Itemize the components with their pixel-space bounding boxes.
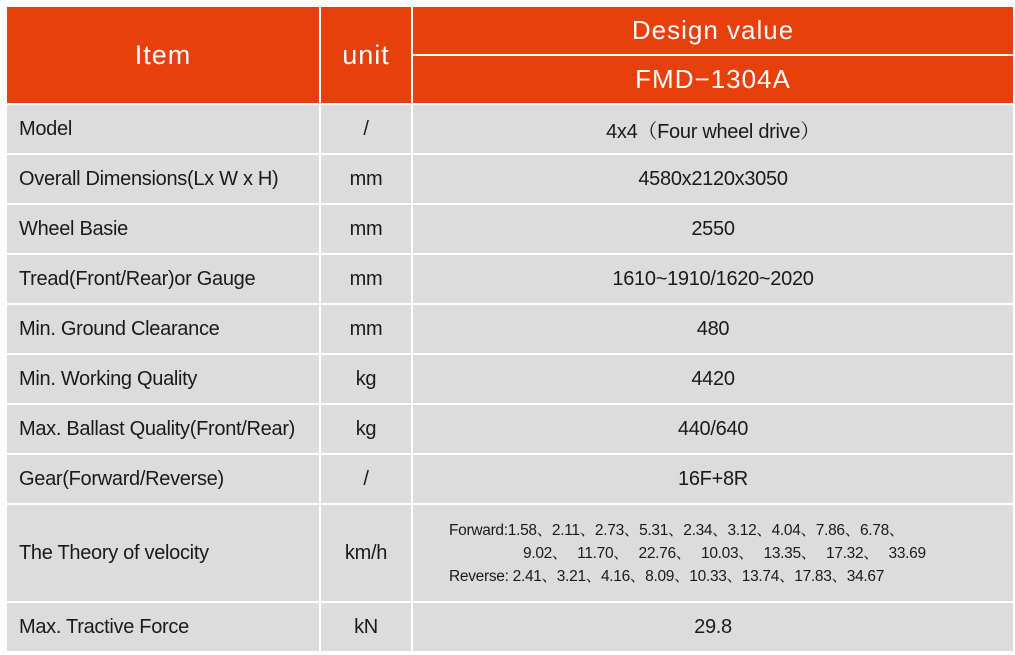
spec-table (7, 7, 1013, 653)
header-unit: unit (321, 7, 413, 105)
velocity-values (413, 505, 1013, 603)
row-unit: kg (321, 405, 413, 455)
table-row (7, 455, 1013, 505)
row-item: Overall Dimensions(Lx W x H) (7, 155, 321, 205)
velocity-reverse-line: Reverse: 2.41、3.21、4.16、8.09、10.33、13.74、17.83、34.67 (449, 567, 885, 585)
row-unit: mm (321, 155, 413, 205)
header-row (7, 7, 1013, 56)
table-row (7, 205, 1013, 255)
table-row (7, 355, 1013, 405)
row-value: 4420 (413, 355, 1013, 405)
row-unit: mm (321, 205, 413, 255)
table-row (7, 255, 1013, 305)
table-row (7, 105, 1013, 155)
row-item: Min. Working Quality (7, 355, 321, 405)
row-value: 440/640 (413, 405, 1013, 455)
table-row (7, 305, 1013, 355)
row-unit: / (321, 105, 413, 155)
tractive-unit: kN (321, 603, 413, 653)
row-item: Gear(Forward/Reverse) (7, 455, 321, 505)
row-item: Wheel Basie (7, 205, 321, 255)
velocity-item: The Theory of velocity (7, 505, 321, 603)
tractive-item: Max. Tractive Force (7, 603, 321, 653)
velocity-forward-line-1: Forward:1.58、2.11、2.73、5.31、2.34、3.12、4.04、7.86、6.78、 (449, 521, 905, 539)
table-row (7, 155, 1013, 205)
row-unit: kg (321, 355, 413, 405)
row-unit: mm (321, 255, 413, 305)
row-value: 4x4（Four wheel drive） (413, 105, 1013, 155)
row-unit: mm (321, 305, 413, 355)
row-value: 16F+8R (413, 455, 1013, 505)
header-item: Item (7, 7, 321, 105)
row-value: 1610~1910/1620~2020 (413, 255, 1013, 305)
velocity-forward-line-2: 9.02、 11.70、 22.76、 10.03、 13.35、 17.32、 33.69 (523, 544, 926, 562)
row-item: Model (7, 105, 321, 155)
row-value: 480 (413, 305, 1013, 355)
row-value: 4580x2120x3050 (413, 155, 1013, 205)
table-row (7, 405, 1013, 455)
row-unit: / (321, 455, 413, 505)
header-model-name: FMD−1304A (413, 56, 1013, 105)
table-row-tractive (7, 603, 1013, 653)
tractive-value: 29.8 (413, 603, 1013, 653)
table-row-velocity (7, 505, 1013, 603)
row-item: Tread(Front/Rear)or Gauge (7, 255, 321, 305)
velocity-unit: km/h (321, 505, 413, 603)
row-item: Max. Ballast Quality(Front/Rear) (7, 405, 321, 455)
row-item: Min. Ground Clearance (7, 305, 321, 355)
row-value: 2550 (413, 205, 1013, 255)
header-design-value: Design value (413, 7, 1013, 56)
